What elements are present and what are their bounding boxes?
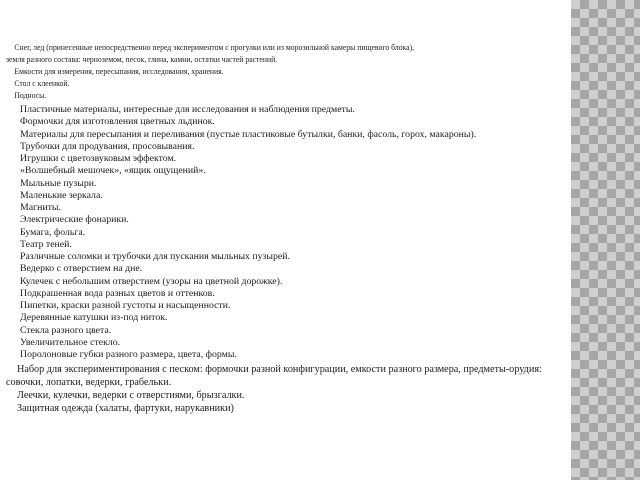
list-item: Емкости для измерения, пересыпания, исследования, хранения. <box>14 67 224 76</box>
list-item: Подносы. <box>14 91 47 100</box>
list-item: Пипетки, краски разной густоты и насыщенности. <box>20 300 231 311</box>
list-item: Леечки, кулечки, ведерки с отверстиями, брызгалки. <box>17 390 245 402</box>
list-item: Магниты. <box>20 202 61 213</box>
list-item: Набор для экспериментирования с песком: формочки разной конфигурации, емкости разного размера, предметы-орудия: совочки, лопатки, ведерки, грабельки. <box>6 364 542 389</box>
list-item: Снег, лед (принесенные непосредственно перед экспериментом с прогулки или из морозильной камеры пищевого блока), <box>14 43 415 52</box>
list-item: Ведерко с отверстием на дне. <box>20 263 143 275</box>
decorative-pattern-strip <box>571 0 640 480</box>
list-item: Пластичные материалы, интересные для исследования и наблюдения предметы. <box>20 104 355 115</box>
list-item: Театр теней. <box>20 238 72 250</box>
list-item: Деревянные катушки из-под ниток. <box>20 312 168 324</box>
list-item: Различные соломки и трубочки для пускания мыльных пузырей. <box>20 251 290 262</box>
list-item: Мыльные пузыри. <box>20 177 97 189</box>
list-item: Увеличительное стекло. <box>20 336 121 348</box>
list-item: Стол с клеенкой. <box>14 79 70 88</box>
list-item: Защитная одежда (халаты, фартуки, нарукавники) <box>17 403 234 415</box>
list-item: Игрушки с цветозвуковым эффектом. <box>20 153 177 164</box>
list-item: Подкрашенная вода разных цветов и оттенков. <box>20 287 215 299</box>
list-item: «Волшебный мешочек», «ящик ощущений». <box>20 165 206 177</box>
list-item: Формочки для изготовления цветных льдинок. <box>20 116 215 128</box>
list-item: Стекла разного цвета. <box>20 324 112 336</box>
list-item: Маленькие зеркала. <box>20 189 103 201</box>
list-item-continuation: земля разного состава: черноземом, песок, глина, камни, остатки частей растений. <box>6 55 278 64</box>
list-item: Кулечек с небольшим отверстием (узоры на цветной дорожке). <box>20 275 283 287</box>
materials-list <box>6 42 568 415</box>
list-item: Электрические фонарики. <box>20 214 129 226</box>
list-item: Поролоновые губки разного размера, цвета, формы. <box>20 349 237 360</box>
list-item: Материалы для пересыпания и переливания (пустые пластиковые бутылки, банки, фасоль, горох, макароны). <box>20 128 477 140</box>
list-item: Бумага, фольга. <box>20 226 86 238</box>
list-item: Трубочки для продувания, просовывания. <box>20 140 195 152</box>
